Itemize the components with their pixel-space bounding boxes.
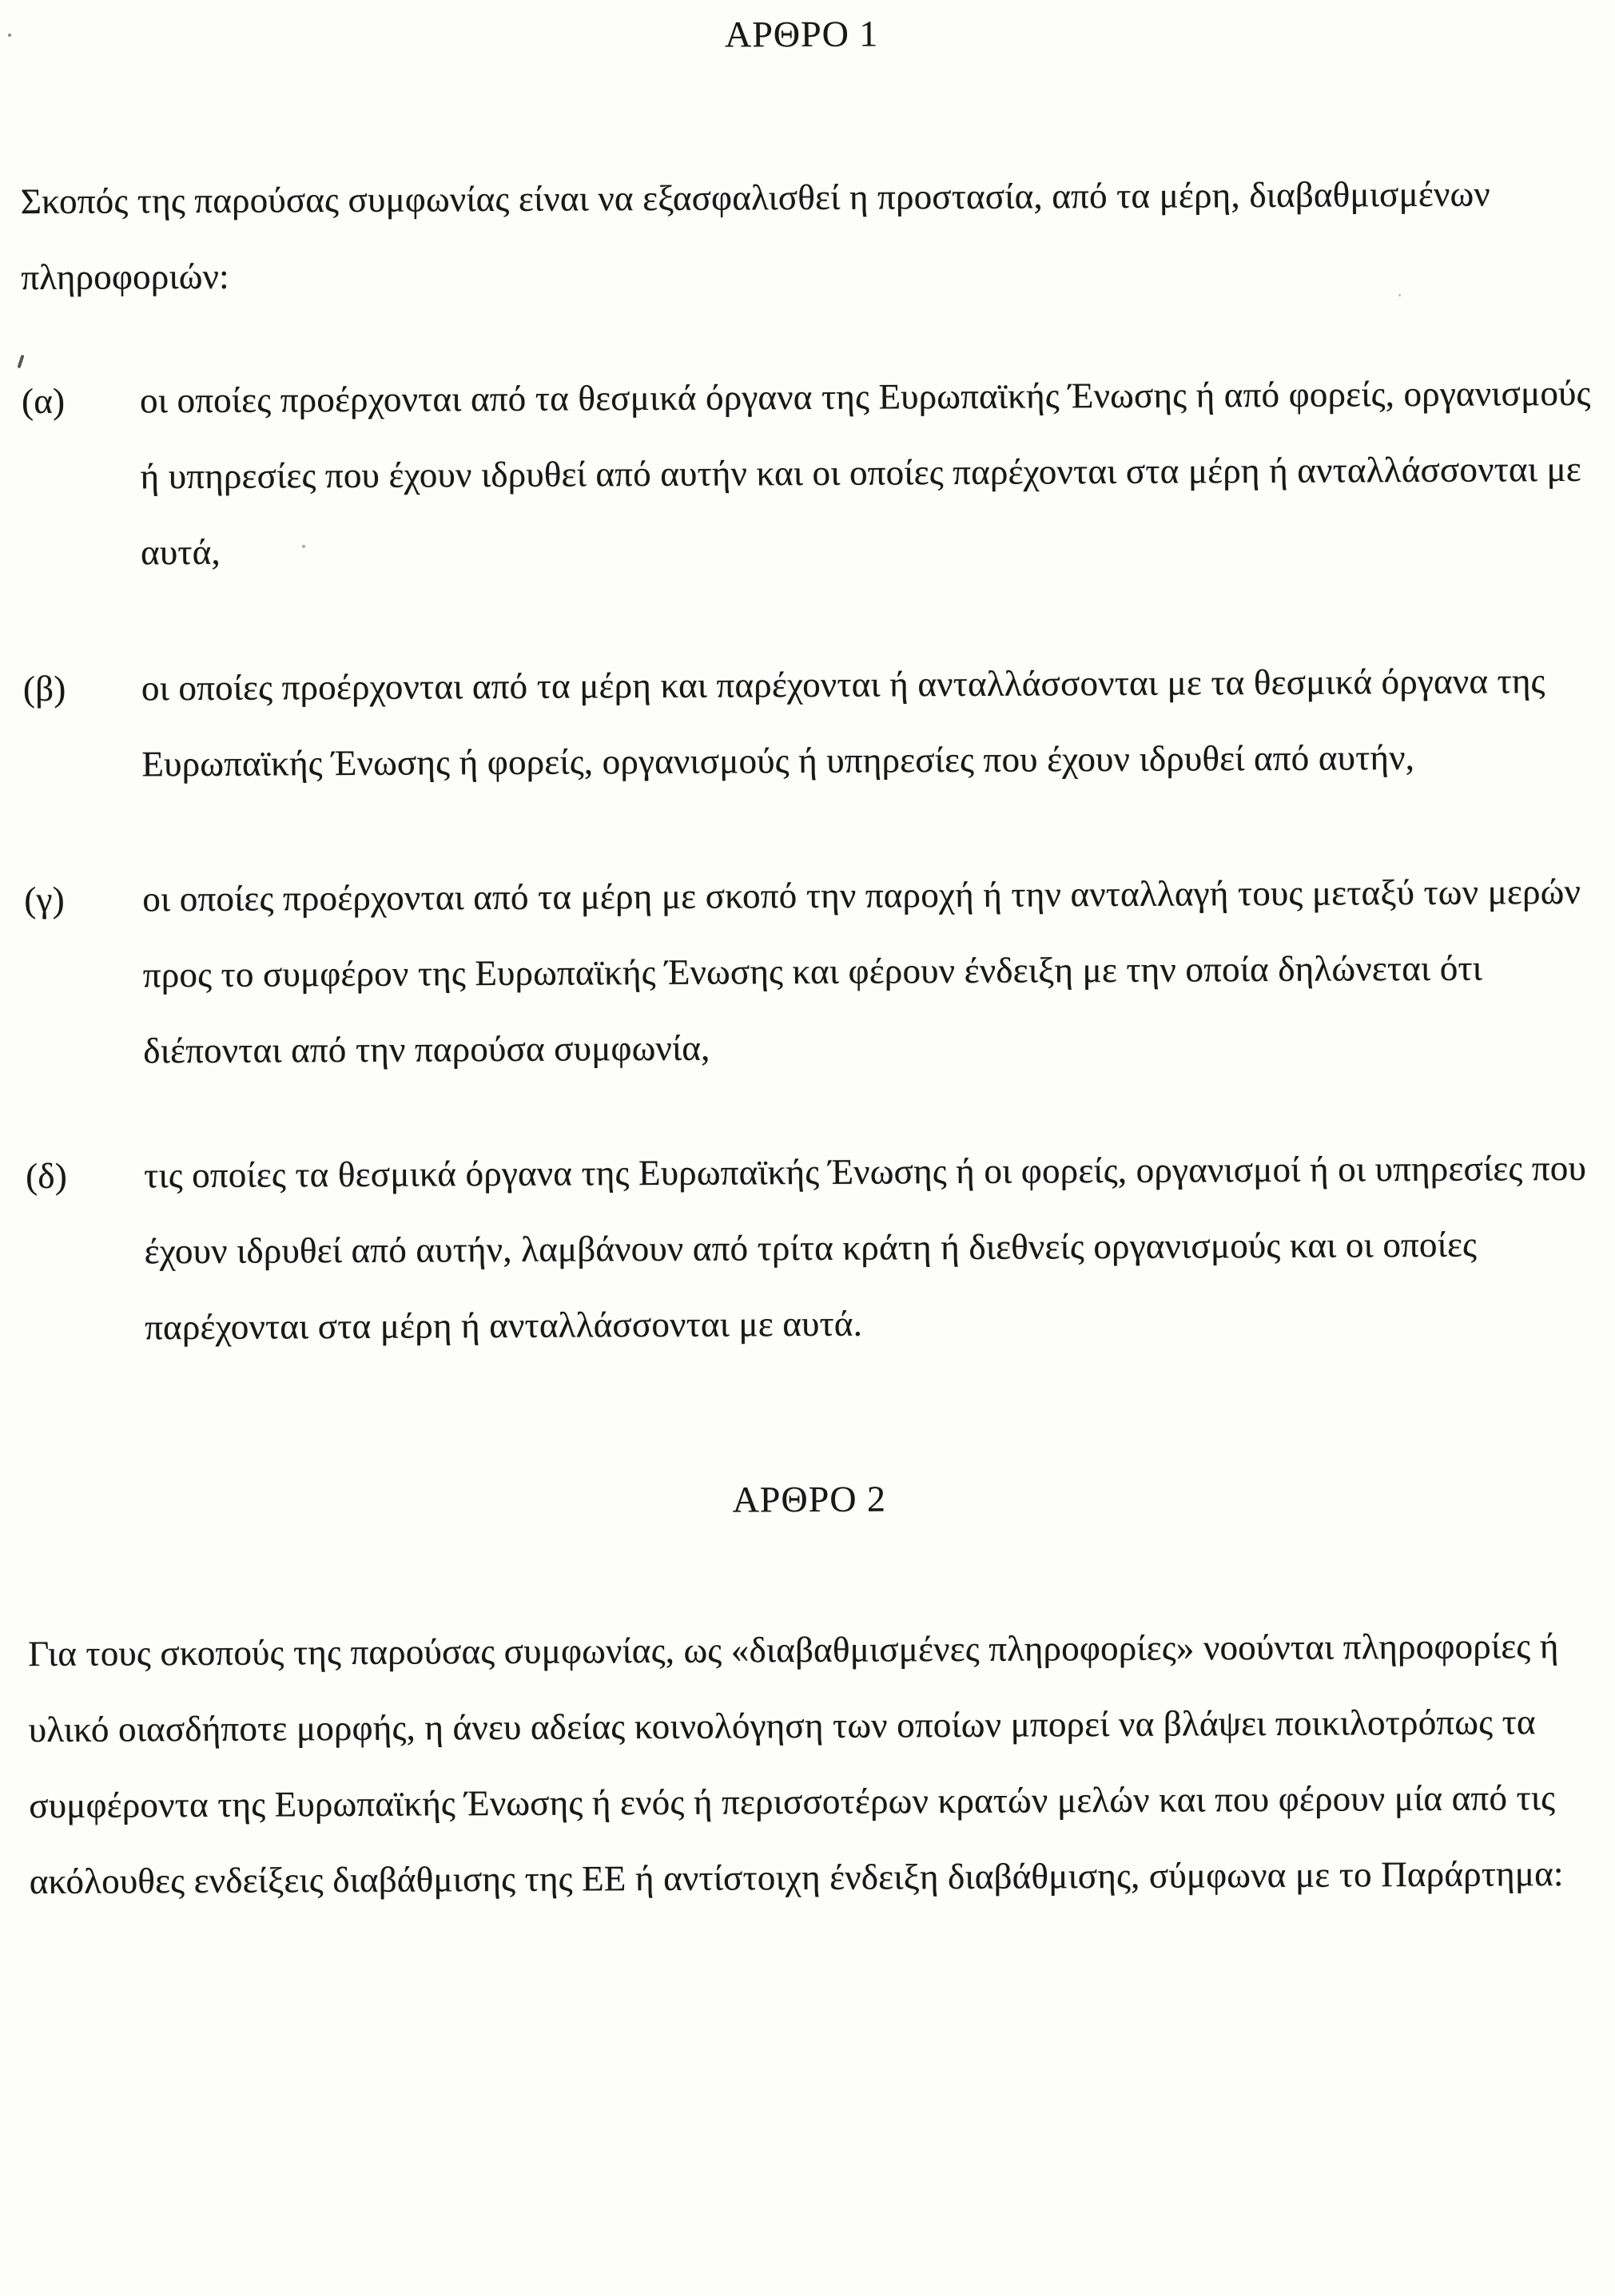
- list-item-alpha: [22, 356, 1595, 591]
- item-text-beta: οι οποίες προέρχονται από τα μέρη και παρέχονται ή ανταλλάσσονται με τα θεσμικά όργανα της Ευρωπαϊκής Ένωσης ή φορείς, οργανισμούς ή υπηρεσίες που έχουν ιδρυθεί από αυτήν,: [141, 661, 1545, 785]
- scan-artifact-dot: [8, 34, 11, 37]
- item-label-delta: (δ): [26, 1155, 68, 1197]
- list-item-gamma: [24, 854, 1597, 1090]
- article-2-heading: ΑΡΘΡΟ 2: [732, 1478, 887, 1520]
- article-1-heading: ΑΡΘΡΟ 1: [724, 13, 879, 55]
- item-text-alpha: οι οποίες προέρχονται από τα θεσμικά όργανα της Ευρωπαϊκής Ένωσης ή από φορείς, οργανισμούς ή υπηρεσίες που έχουν ιδρυθεί από αυτήν και οι οποίες παρέχονται στα μέρη ή ανταλλάσσονται με αυτά,: [139, 372, 1591, 573]
- item-label-gamma: (γ): [24, 879, 65, 920]
- scan-artifact-dot: [1398, 294, 1401, 296]
- item-text-gamma: οι οποίες προέρχονται από τα μέρη με σκοπό την παροχή ή την ανταλλαγή τους μεταξύ των μερών προς το συμφέρον της Ευρωπαϊκής Ένωσης και φέρουν ένδειξη με την οποία δηλώνεται ότι διέπονται από την παρούσα συμφωνία,: [142, 871, 1581, 1071]
- article-2-body: Για τους σκοπούς της παρούσας συμφωνίας, ως «διαβαθμισμένες πληροφορίες» νοούνται πληροφορίες ή υλικό οιασδήποτε μορφής, η άνευ αδείας κοινολόγηση των οποίων μπορεί να βλάψει ποικιλοτρόπως τα συμφέροντα της Ευρωπαϊκής Ένωσης ή ενός ή περισσοτέρων κρατών μελών και που φέρουν μία από τις ακόλουθες ενδείξεις διαβάθμισης της ΕΕ ή αντίστοιχη ένδειξη διαβάθμισης, σύμφωνα με το Παράρτημα:: [28, 1626, 1564, 1902]
- item-label-alpha: (α): [21, 380, 66, 422]
- article-1-intro: Σκοπός της παρούσας συμφωνίας είναι να εξασφαλισθεί η προστασία, από τα μέρη, διαβαθμισμένων πληροφοριών:: [20, 173, 1491, 298]
- item-text-delta: τις οποίες τα θεσμικά όργανα της Ευρωπαϊκής Ένωσης ή οι φορείς, οργανισμοί ή οι υπηρεσίες που έχουν ιδρυθεί από αυτήν, λαμβάνουν από τρίτα κράτη ή διεθνείς οργανισμούς και οι οποίες παρέχονται στα μέρη ή ανταλλάσσονται με αυτά.: [144, 1147, 1587, 1348]
- list-item-beta: [23, 643, 1597, 803]
- item-label-beta: (β): [22, 668, 66, 709]
- scan-artifact-dot: [302, 545, 305, 548]
- list-item-delta: [26, 1130, 1599, 1366]
